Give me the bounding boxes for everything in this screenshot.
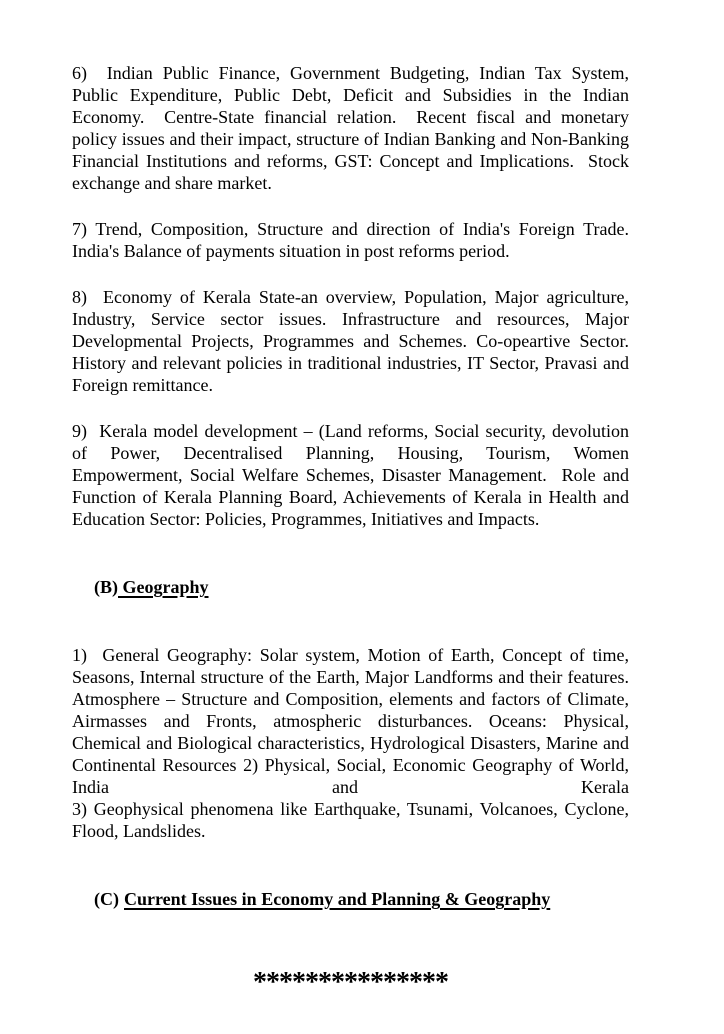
section-c-title: Current Issues in Economy and Planning & Geography bbox=[124, 889, 551, 909]
section-b-heading bbox=[72, 554, 629, 620]
paragraph-geography bbox=[72, 644, 638, 842]
paragraph-7-foreign-trade: 7) Trend, Composition, Structure and direction of India's Foreign Trade. India's Balance of payments situation in post reforms period. bbox=[72, 219, 634, 261]
section-b-label: (B) bbox=[94, 577, 118, 597]
paragraph-8-kerala-economy: 8) Economy of Kerala State-an overview, Population, Major agriculture, Industry, Service sector issues. Infrastructure and resources, Major Developmental Projects, Programmes and Schemes. Co-opeartive Sector. History and relevant policies in traditional industries, IT Sector, Pravasi and Foreign remittance. bbox=[72, 287, 638, 395]
paragraph-6-public-finance: 6) Indian Public Finance, Government Budgeting, Indian Tax System, Public Expenditure, Public Debt, Deficit and Subsidies in the Indian Economy. Centre-State financial relation. Recent fiscal and monetary policy issues and their impact, structure of Indian Banking and Non-Banking Financial Institutions and reforms, GST: Concept and Implications. Stock exchange and share market. bbox=[72, 63, 634, 193]
section-c-label: (C) bbox=[94, 889, 119, 909]
geography-paragraph-part1: 1) General Geography: Solar system, Motion of Earth, Concept of time, Seasons, Internal structure of the Earth, Major Landforms and their features. Atmosphere – Structure and Composition, elements and factors of Climate, Airmasses and Fronts, atmospheric disturbances. Oceans: Physical, Chemical and Biological characteristics, Hydrological Disasters, Marine and Continental Resources 2) Physical, Social, Economic Geography of World, India and Kerala bbox=[72, 645, 638, 797]
paragraph-9-kerala-model: 9) Kerala model development – (Land reforms, Social security, devolution of Power, Decentralised Planning, Housing, Tourism, Women Empowerment, Social Welfare Schemes, Disaster Management. Role and Function of Kerala Planning Board, Achievements of Kerala in Health and Education Sector: Policies, Programmes, Initiatives and Impacts. bbox=[72, 421, 634, 529]
section-b-title: Geography bbox=[118, 577, 209, 597]
section-c-heading bbox=[72, 866, 629, 932]
asterisk-separator: *************** bbox=[253, 967, 448, 998]
geography-paragraph-part2: 3) Geophysical phenomena like Earthquake, Tsunami, Volcanoes, Cyclone, Flood, Landslides. bbox=[72, 799, 634, 841]
